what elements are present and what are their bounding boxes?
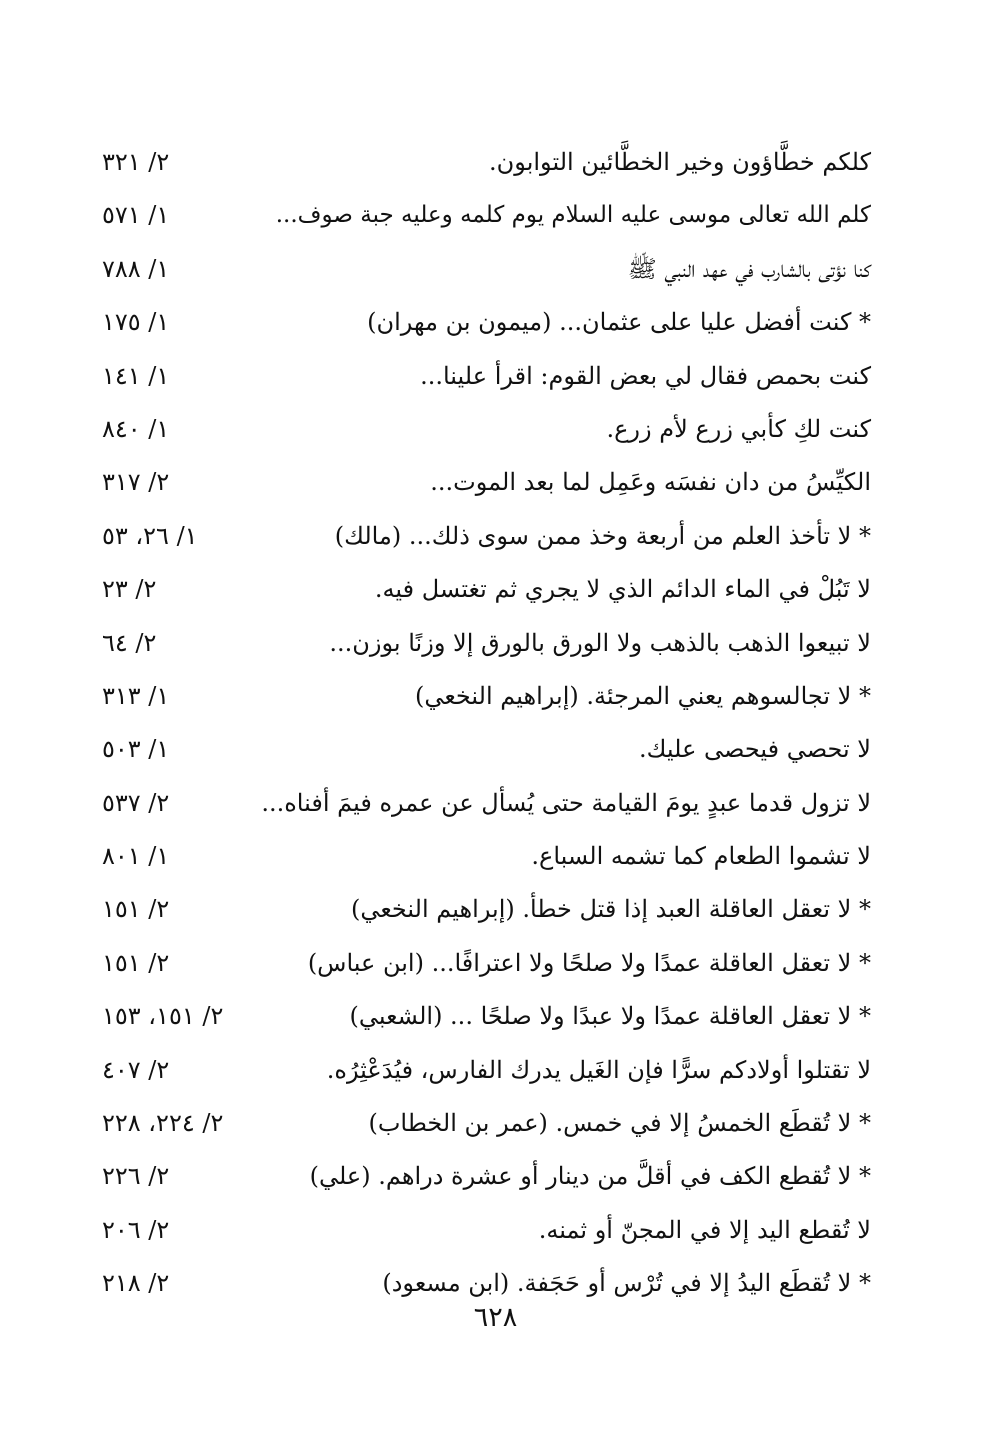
- list-item: [0, 512, 991, 565]
- entry-text: كلكم خطَّاؤون وخير الخطَّائين التوابون.: [489, 148, 871, 176]
- entry-text: * لا تُقطع الكف في أقلَّ من دينار أو عشرة دراهم. (علي): [309, 1162, 871, 1191]
- entry-text: الكيِّسُ من دان نفسَه وعَمِل لما بعد الموت...: [430, 468, 871, 497]
- entry-reference: ١/ ٨٠١: [102, 842, 170, 871]
- entry-reference: ١/ ٢٦، ٥٣: [102, 521, 198, 550]
- list-item: [0, 565, 991, 618]
- entry-text: لا تزول قدما عبدٍ يومَ القيامة حتى يُسأل عن عمره فيمَ أفناه...: [261, 788, 871, 817]
- entry-reference: ٢/ ٢٢٦: [102, 1162, 170, 1191]
- entry-reference: ١/ ١٧٥: [102, 308, 170, 337]
- entry-reference: ١/ ٧٨٨: [102, 254, 170, 283]
- list-item: [0, 672, 991, 725]
- list-item: [0, 939, 991, 992]
- entry-text: * لا تجالسوهم يعني المرجئة. (إبراهيم النخعي): [414, 681, 871, 710]
- entry-text: لا تُقطع اليد إلا في المجنّ أو ثمنه.: [538, 1215, 871, 1244]
- entry-text: كلم الله تعالى موسى عليه السلام يوم كلمه وعليه جبة صوف...: [275, 202, 871, 229]
- entry-text: لا تحصي فيحصى عليك.: [639, 735, 871, 764]
- entry-reference: ٢/ ٤٠٧: [102, 1055, 170, 1084]
- page-number: ٦٢٨: [473, 1302, 518, 1333]
- index-list: [0, 138, 991, 1313]
- list-item: [0, 832, 991, 885]
- entry-reference: ٢/ ١٥١، ١٥٣: [102, 1002, 224, 1031]
- list-item: [0, 138, 991, 191]
- entry-text: * لا تعقل العاقلة عمدًا ولا صلحًا ولا اعترافًا... (ابن عباس): [307, 948, 871, 977]
- list-item: [0, 1099, 991, 1152]
- entry-text: كنت بحمص فقال لي بعض القوم: اقرأ علينا...: [420, 361, 871, 390]
- entry-text: لا تشموا الطعام كما تشمه السباع.: [531, 842, 871, 871]
- entry-reference: ١/ ٣١٣: [102, 681, 170, 710]
- list-item: [0, 885, 991, 938]
- entry-reference: ١/ ٨٤٠: [102, 414, 170, 443]
- list-item: [0, 1206, 991, 1259]
- entry-text: * لا تُقطَع اليدُ إلا في تُرْس أو حَجَفة. (ابن مسعود): [382, 1269, 871, 1298]
- entry-reference: ١/ ٥٠٣: [102, 735, 170, 764]
- entry-reference: ٢/ ٢٣: [102, 575, 157, 604]
- entry-text: لا تَبُلْ في الماء الدائم الذي لا يجري ثم تغتسل فيه.: [374, 575, 871, 604]
- entry-text: * لا تُقطَع الخمسُ إلا في خمس. (عمر بن الخطاب): [368, 1109, 871, 1138]
- entry-text: كنا نؤتى بالشارب في عهد النبي ﷺ: [627, 254, 871, 283]
- list-item: [0, 992, 991, 1045]
- entry-text: * كنت أفضل عليا على عثمان... (ميمون بن مهران): [367, 308, 871, 337]
- list-item: [0, 779, 991, 832]
- entry-reference: ١/ ١٤١: [102, 361, 170, 390]
- list-item: [0, 298, 991, 351]
- entry-reference: ٢/ ١٥١: [102, 895, 170, 924]
- entry-text: * لا تعقل العاقلة عمدًا ولا عبدًا ولا صلحًا ... (الشعبي): [349, 1002, 871, 1031]
- entry-reference: ٢/ ٢٢٤، ٢٢٨: [102, 1109, 224, 1138]
- entry-reference: ٢/ ٣٢١: [102, 148, 170, 176]
- entry-text: * لا تأخذ العلم من أربعة وخذ ممن سوى ذلك... (مالك): [334, 521, 871, 550]
- list-item: [0, 725, 991, 778]
- list-item: [0, 191, 991, 244]
- entry-reference: ٢/ ٣١٧: [102, 468, 170, 497]
- entry-reference: ٢/ ٦٤: [102, 628, 157, 657]
- entry-text: * لا تعقل العاقلة العبد إذا قتل خطأ. (إبراهيم النخعي): [350, 895, 871, 924]
- entry-reference: ٢/ ٢٠٦: [102, 1215, 170, 1244]
- entry-text: كنت لكِ كأبي زرع لأم زرع.: [606, 414, 871, 443]
- entry-reference: ٢/ ٥٣٧: [102, 788, 170, 817]
- entry-reference: ١/ ٥٧١: [102, 201, 170, 230]
- entry-text: لا تقتلوا أولادكم سرًّا فإن الغَيل يدرك الفارس، فيُدَعْثِرُه.: [326, 1055, 871, 1084]
- list-item: [0, 245, 991, 298]
- entry-reference: ٢/ ٢١٨: [102, 1269, 170, 1298]
- list-item: [0, 405, 991, 458]
- list-item: [0, 352, 991, 405]
- list-item: [0, 458, 991, 511]
- entry-text: لا تبيعوا الذهب بالذهب ولا الورق بالورق إلا وزنًا بوزن...: [329, 628, 871, 657]
- list-item: [0, 619, 991, 672]
- list-item: [0, 1152, 991, 1205]
- entry-reference: ٢/ ١٥١: [102, 948, 170, 977]
- list-item: [0, 1046, 991, 1099]
